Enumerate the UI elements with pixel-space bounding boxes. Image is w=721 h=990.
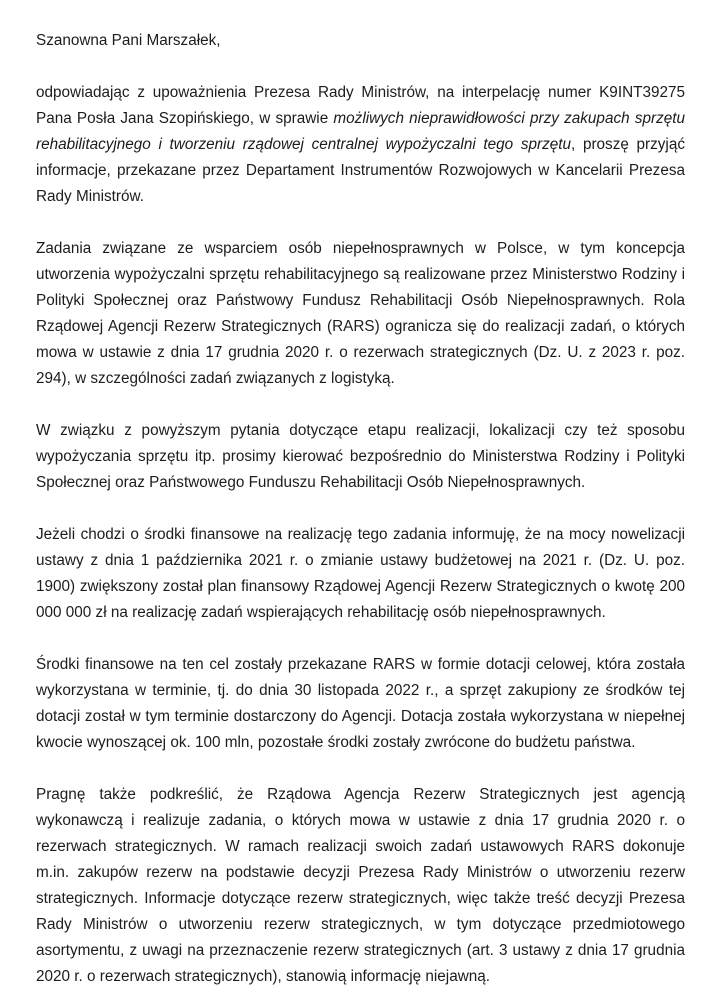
text-segment: Zadania związane ze wsparciem osób niepełnosprawnych w Polsce, w tym koncepcja utworzenia wypożyczalni sprzętu rehabilitacyjnego są realizowane przez Ministerstwo Rodziny i Polityki Społecznej oraz Państwowy Fundusz Rehabilitacji Osób Niepełnosprawnych. Rola Rządowej Agencji Rezerw Strategicznych (RARS) ogranicza się do realizacji zadań, o których mowa w ustawie z dnia 17 grudnia 2020 r. o rezerwach strategicznych (Dz. U. z 2023 r. poz. 294), w szczególności zadań związanych z logistyką. — [36, 240, 685, 387]
paragraph — [36, 522, 685, 626]
letter-paragraphs — [36, 80, 685, 990]
text-segment: Środki finansowe na ten cel zostały przekazane RARS w formie dotacji celowej, która została wykorzystana w terminie, tj. do dnia 30 listopada 2022 r., a sprzęt zakupiony ze środków tej dotacji został w tym terminie dostarczony do Agencji. Dotacja została wykorzystana w niepełnej kwocie wynoszącej ok. 100 mln, pozostałe środki zostały zwrócone do budżetu państwa. — [36, 656, 685, 751]
letter-body — [36, 28, 685, 990]
text-segment: Pragnę także podkreślić, że Rządowa Agencja Rezerw Strategicznych jest agencją wykonawczą i realizuje zadania, o których mowa w ustawie z dnia 17 grudnia 2020 r. o rezerwach strategicznych. W ramach realizacji swoich zadań ustawowych RARS dokonuje m.in. zakupów rezerw na podstawie decyzji Prezesa Rady Ministrów o utworzeniu rezerw strategicznych. Informacje dotyczące rezerw strategicznych, więc także treść decyzji Prezesa Rady Ministrów o utworzeniu rezerw strategicznych, w tym dotyczące przedmiotowego asortymentu, z uwagi na przeznaczenie rezerw strategicznych (art. 3 ustawy z dnia 17 grudnia 2020 r. o rezerwach strategicznych), stanowią informację niejawną. — [36, 786, 685, 985]
text-segment: Jeżeli chodzi o środki finansowe na realizację tego zadania informuję, że na mocy nowelizacji ustawy z dnia 1 października 2021 r. o zmianie ustawy budżetowej na 2021 r. (Dz. U. poz. 1900) zwiększony został plan finansowy Rządowej Agencji Rezerw Strategicznych o kwotę 200 000 000 zł na realizację zadań wspierających rehabilitację osób niepełnosprawnych. — [36, 526, 685, 621]
paragraph — [36, 418, 685, 496]
paragraph — [36, 782, 685, 990]
paragraph — [36, 80, 685, 210]
paragraph — [36, 652, 685, 756]
text-segment: W związku z powyższym pytania dotyczące etapu realizacji, lokalizacji czy też sposobu wypożyczania sprzętu itp. prosimy kierować bezpośrednio do Ministerstwa Rodziny i Polityki Społecznej oraz Państwowego Funduszu Rehabilitacji Osób Niepełnosprawnych. — [36, 422, 685, 491]
paragraph — [36, 236, 685, 392]
salutation: Szanowna Pani Marszałek, — [36, 32, 221, 49]
text-segment: , proszę przyjąć informacje, przekazane przez Departament Instrumentów Rozwojowych w Kancelarii Prezesa Rady Ministrów. — [36, 136, 685, 205]
text-segment: możliwych nieprawidłowości przy zakupach sprzętu rehabilitacyjnego i tworzeniu rządowej centralnej wypożyczalni tego sprzętu — [36, 110, 685, 153]
text-segment: odpowiadając z upoważnienia Prezesa Rady Ministrów, na interpelację numer K9INT39275 Pana Posła Jana Szopińskiego, w sprawie — [36, 84, 685, 127]
